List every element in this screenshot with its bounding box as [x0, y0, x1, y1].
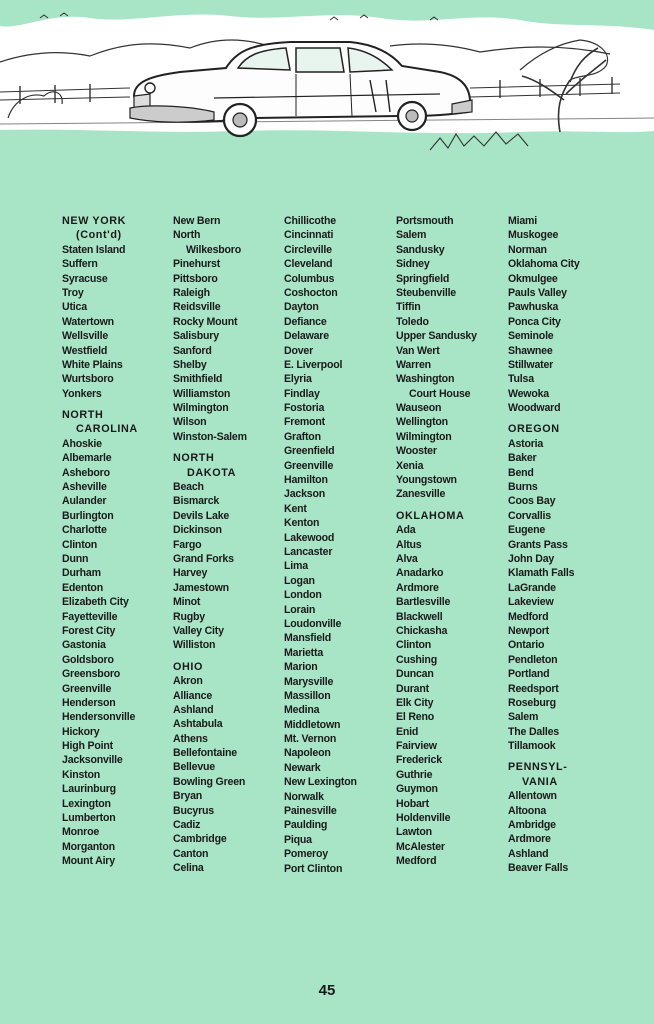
section-gap	[173, 444, 247, 451]
car-illustration-banner	[0, 0, 654, 152]
city-name: Mount Airy	[62, 855, 115, 868]
city-name: Frederick	[396, 754, 442, 767]
city-name: Fremont	[284, 416, 325, 429]
city-name: Reedsport	[508, 682, 559, 695]
city-name: Beaver Falls	[508, 862, 569, 875]
city-name: Grants Pass	[508, 538, 568, 551]
city-name: Henderson	[62, 696, 116, 709]
city-name: Ashland	[173, 703, 214, 716]
city-name: Wilmington	[173, 402, 229, 415]
city-name: Westfield	[62, 344, 108, 357]
city-name: Fayetteville	[62, 610, 118, 623]
city-name: Medford	[508, 610, 549, 623]
city-name: Greensboro	[62, 668, 121, 681]
city-name: Wellsville	[62, 330, 109, 343]
city-name: Lancaster	[284, 545, 333, 558]
city-name: North	[173, 229, 201, 242]
city-name: Tiffin	[396, 301, 421, 314]
city-name: Fairview	[396, 740, 437, 753]
city-name: Lima	[284, 560, 308, 573]
city-name: Ponca City	[508, 315, 561, 328]
city-name: Lakewood	[284, 531, 335, 544]
city-name: Elk City	[396, 696, 434, 709]
city-name: Fostoria	[284, 402, 325, 415]
city-name: High Point	[62, 740, 113, 753]
city-name: Logan	[284, 574, 315, 587]
city-name: Sandusky	[396, 243, 445, 256]
state-heading: NORTH	[173, 452, 215, 465]
city-name: Pomeroy	[284, 848, 328, 861]
city-name: Charlotte	[62, 524, 107, 537]
city-name: Holdenville	[396, 812, 451, 825]
city-name: Wurtsboro	[62, 373, 114, 386]
city-name: Bowling Green	[173, 775, 246, 788]
state-heading: OKLAHOMA	[396, 509, 465, 522]
section-gap	[173, 653, 247, 660]
city-name: McAlester	[396, 840, 445, 853]
city-name: Allentown	[508, 790, 557, 803]
city-name: Dunn	[62, 552, 89, 565]
city-name: Yonkers	[62, 387, 102, 400]
city-name: Wilmington	[396, 430, 452, 443]
city-name: Ardmore	[396, 581, 439, 594]
city-name: Hendersonville	[62, 711, 136, 724]
city-name: Portland	[508, 668, 550, 681]
state-heading: OREGON	[508, 423, 560, 436]
city-name: Minot	[173, 596, 201, 609]
city-name: Grand Forks	[173, 552, 234, 565]
city-directory-columns	[0, 214, 654, 914]
city-name: Coos Bay	[508, 495, 556, 508]
city-name: Duncan	[396, 668, 434, 681]
directory-column-4	[396, 214, 477, 869]
city-name: Sanford	[173, 344, 212, 357]
city-name: Laurinburg	[62, 783, 116, 796]
city-name: Williamston	[173, 387, 231, 400]
city-name: Ashland	[508, 847, 549, 860]
city-name: Court House	[409, 387, 471, 400]
city-name: Hamilton	[284, 474, 328, 487]
city-name: Columbus	[284, 272, 335, 285]
city-name: Edenton	[62, 581, 103, 594]
city-name: Miami	[508, 215, 538, 227]
state-heading: DAKOTA	[187, 466, 236, 479]
city-name: Van Wert	[396, 344, 440, 357]
city-name: Woodward	[508, 402, 561, 415]
directory-column-3	[284, 214, 357, 876]
city-name: Greenfield	[284, 445, 335, 458]
city-name: Warren	[396, 358, 431, 371]
city-name: Klamath Falls	[508, 567, 575, 580]
city-name: Grafton	[284, 430, 321, 443]
city-name: Okmulgee	[508, 272, 558, 285]
city-name: Wilson	[173, 416, 207, 429]
city-name: Altoona	[508, 804, 547, 817]
city-name: Pittsboro	[173, 272, 218, 285]
city-name: Watertown	[62, 315, 114, 328]
city-name: Bellevue	[173, 761, 215, 774]
car-landscape-illustration	[0, 0, 654, 152]
city-name: Bismarck	[173, 495, 220, 508]
city-name: Gastonia	[62, 639, 106, 652]
state-heading: VANIA	[522, 775, 558, 788]
city-name: Elyria	[284, 373, 312, 386]
directory-column-5	[508, 214, 580, 876]
state-heading: OHIO	[173, 660, 203, 673]
city-name: Alva	[396, 552, 418, 565]
city-name: Burns	[508, 481, 538, 494]
city-name: Celina	[173, 862, 204, 875]
city-name: The Dalles	[508, 725, 559, 738]
city-name: Durant	[396, 682, 429, 695]
city-name: Shelby	[173, 358, 207, 371]
city-name: Wauseon	[396, 402, 442, 415]
page-number: 45	[318, 982, 336, 999]
state-heading: NEW YORK	[62, 215, 126, 227]
city-name: Durham	[62, 567, 101, 580]
city-name: Wellington	[396, 416, 448, 429]
city-name: Anadarko	[396, 567, 444, 580]
city-name: Norman	[508, 243, 547, 256]
city-name: Ada	[396, 524, 416, 537]
city-name: Valley City	[173, 624, 224, 637]
city-name: LaGrande	[508, 581, 556, 594]
city-name: Pawhuska	[508, 301, 559, 314]
city-name: Salem	[508, 711, 539, 724]
city-name: Circleville	[284, 243, 332, 256]
city-name: Washington	[396, 373, 455, 386]
city-name: White Plains	[62, 358, 123, 371]
city-name: Medford	[396, 855, 437, 868]
city-name: Rugby	[173, 610, 205, 623]
city-name: Bellefontaine	[173, 747, 237, 760]
city-name: Cambridge	[173, 833, 227, 846]
city-name: Bucyrus	[173, 804, 214, 817]
city-name: Akron	[173, 675, 203, 688]
city-name: Wilkesboro	[186, 243, 242, 256]
city-name: Mansfield	[284, 632, 332, 645]
city-name: Asheville	[62, 481, 107, 494]
city-name: Albemarle	[62, 452, 112, 465]
city-name: Alliance	[173, 689, 213, 702]
city-name: Bryan	[173, 790, 203, 803]
city-name: Stillwater	[508, 358, 554, 371]
city-name: Baker	[508, 452, 537, 465]
city-name: Clinton	[396, 639, 432, 652]
city-name: Kent	[284, 502, 307, 515]
section-gap	[508, 753, 580, 760]
city-name: John Day	[508, 552, 555, 565]
city-name: Delaware	[284, 330, 329, 343]
city-name: Defiance	[284, 315, 327, 328]
city-name: New Lexington	[284, 776, 357, 789]
city-name: Eugene	[508, 524, 546, 537]
city-name: Pauls Valley	[508, 286, 567, 299]
city-name: Bartlesville	[396, 596, 451, 609]
city-name: Smithfield	[173, 373, 223, 386]
directory-column-1	[62, 214, 138, 869]
city-name: Raleigh	[173, 286, 210, 299]
city-name: Jacksonville	[62, 754, 123, 767]
city-name: Ashtabula	[173, 718, 223, 731]
city-name: Fargo	[173, 538, 202, 551]
city-name: Cadiz	[173, 819, 201, 832]
city-name: Utica	[62, 301, 87, 314]
city-name: Jackson	[284, 488, 326, 501]
city-name: Bend	[508, 466, 534, 479]
city-name: Port Clinton	[284, 862, 343, 875]
city-name: Mt. Vernon	[284, 733, 337, 746]
state-heading: CAROLINA	[76, 423, 138, 436]
section-gap	[62, 401, 138, 408]
city-name: Reidsville	[173, 301, 221, 314]
city-name: Wooster	[396, 445, 437, 458]
city-name: Ardmore	[508, 833, 551, 846]
city-name: Hickory	[62, 725, 100, 738]
city-name: Salem	[396, 229, 427, 242]
city-name: Rocky Mount	[173, 315, 238, 328]
city-name: Burlington	[62, 509, 114, 522]
city-name: Coshocton	[284, 286, 338, 299]
city-name: Muskogee	[508, 229, 559, 242]
city-name: Troy	[62, 286, 84, 299]
city-name: Corvallis	[508, 509, 551, 522]
section-gap	[508, 415, 580, 422]
city-name: Ahoskie	[62, 437, 102, 450]
city-name: Zanesville	[396, 488, 446, 501]
city-name: Suffern	[62, 258, 98, 271]
city-name: Greenville	[62, 682, 112, 695]
city-name: London	[284, 589, 322, 602]
city-name: Marysville	[284, 675, 334, 688]
city-name: Cincinnati	[284, 229, 334, 242]
city-name: Winston-Salem	[173, 430, 247, 443]
city-name: Shawnee	[508, 344, 553, 357]
city-name: Oklahoma City	[508, 258, 580, 271]
city-name: Youngstown	[396, 474, 457, 487]
city-name: Paulding	[284, 819, 328, 832]
city-name: Chickasha	[396, 624, 448, 637]
city-name: Harvey	[173, 567, 208, 580]
city-name: Marion	[284, 661, 318, 674]
city-name: Morganton	[62, 840, 115, 853]
city-name: Dover	[284, 344, 314, 357]
city-name: Dayton	[284, 301, 319, 314]
city-name: Clinton	[62, 538, 98, 551]
city-name: Salisbury	[173, 330, 219, 343]
state-heading: PENNSYL-	[508, 761, 568, 774]
city-name: Lakeview	[508, 596, 554, 609]
city-name: Syracuse	[62, 272, 108, 285]
city-name: Napoleon	[284, 747, 331, 760]
city-name: Tulsa	[508, 373, 534, 386]
city-name: Pendleton	[508, 653, 558, 666]
city-name: Ambridge	[508, 819, 556, 832]
city-name: Forest City	[62, 624, 116, 637]
city-name: Loudonville	[284, 617, 342, 630]
city-name: Blackwell	[396, 610, 443, 623]
city-name: Elizabeth City	[62, 596, 129, 609]
city-name: Monroe	[62, 826, 100, 839]
city-name: Williston	[173, 639, 216, 652]
city-name: Altus	[396, 538, 422, 551]
city-name: Wewoka	[508, 387, 549, 400]
city-name: Athens	[173, 732, 208, 745]
city-name: Cushing	[396, 653, 437, 666]
city-name: Greenville	[284, 459, 334, 472]
city-name: Toledo	[396, 315, 429, 328]
city-name: Lexington	[62, 797, 111, 810]
city-name: Kinston	[62, 768, 101, 781]
state-heading: NORTH	[62, 409, 104, 422]
city-name: Newport	[508, 624, 549, 637]
city-name: Guymon	[396, 783, 438, 796]
city-name: Portsmouth	[396, 215, 454, 227]
city-name: Lorain	[284, 603, 316, 616]
city-name: Middletown	[284, 718, 341, 731]
city-name: Sidney	[396, 258, 430, 271]
city-name: Xenia	[396, 459, 424, 472]
directory-column-2	[173, 214, 247, 876]
city-name: Pinehurst	[173, 258, 221, 271]
city-name: Newark	[284, 761, 321, 774]
city-name: Guthrie	[396, 768, 433, 781]
city-name: Seminole	[508, 330, 554, 343]
city-name: Kenton	[284, 517, 320, 530]
city-name: Dickinson	[173, 524, 222, 537]
city-name: Norwalk	[284, 790, 324, 803]
city-name: Roseburg	[508, 696, 556, 709]
city-name: Aulander	[62, 495, 107, 508]
city-name: Ontario	[508, 639, 545, 652]
city-name: Beach	[173, 481, 204, 494]
city-name: E. Liverpool	[284, 358, 343, 371]
city-name: Massillon	[284, 689, 331, 702]
city-name: Hobart	[396, 797, 429, 810]
city-name: Chillicothe	[284, 215, 336, 227]
city-name: Devils Lake	[173, 509, 230, 522]
city-name: Tillamook	[508, 740, 556, 753]
city-name: Astoria	[508, 437, 544, 450]
city-name: Lawton	[396, 826, 432, 839]
state-heading: (Cont'd)	[76, 229, 122, 242]
city-name: Medina	[284, 704, 320, 717]
city-name: Upper Sandusky	[396, 330, 477, 343]
city-name: Marietta	[284, 646, 324, 659]
city-name: Asheboro	[62, 466, 110, 479]
city-name: Staten Island	[62, 243, 126, 256]
city-name: Canton	[173, 847, 209, 860]
city-name: Enid	[396, 725, 419, 738]
city-name: El Reno	[396, 711, 435, 724]
city-name: Goldsboro	[62, 653, 114, 666]
city-name: New Bern	[173, 215, 221, 227]
city-name: Steubenville	[396, 286, 457, 299]
city-name: Painesville	[284, 805, 337, 818]
section-gap	[396, 502, 477, 509]
city-name: Springfield	[396, 272, 450, 285]
city-name: Cleveland	[284, 258, 333, 271]
city-name: Piqua	[284, 833, 312, 846]
city-name: Lumberton	[62, 812, 116, 825]
city-name: Jamestown	[173, 581, 229, 594]
city-name: Findlay	[284, 387, 320, 400]
